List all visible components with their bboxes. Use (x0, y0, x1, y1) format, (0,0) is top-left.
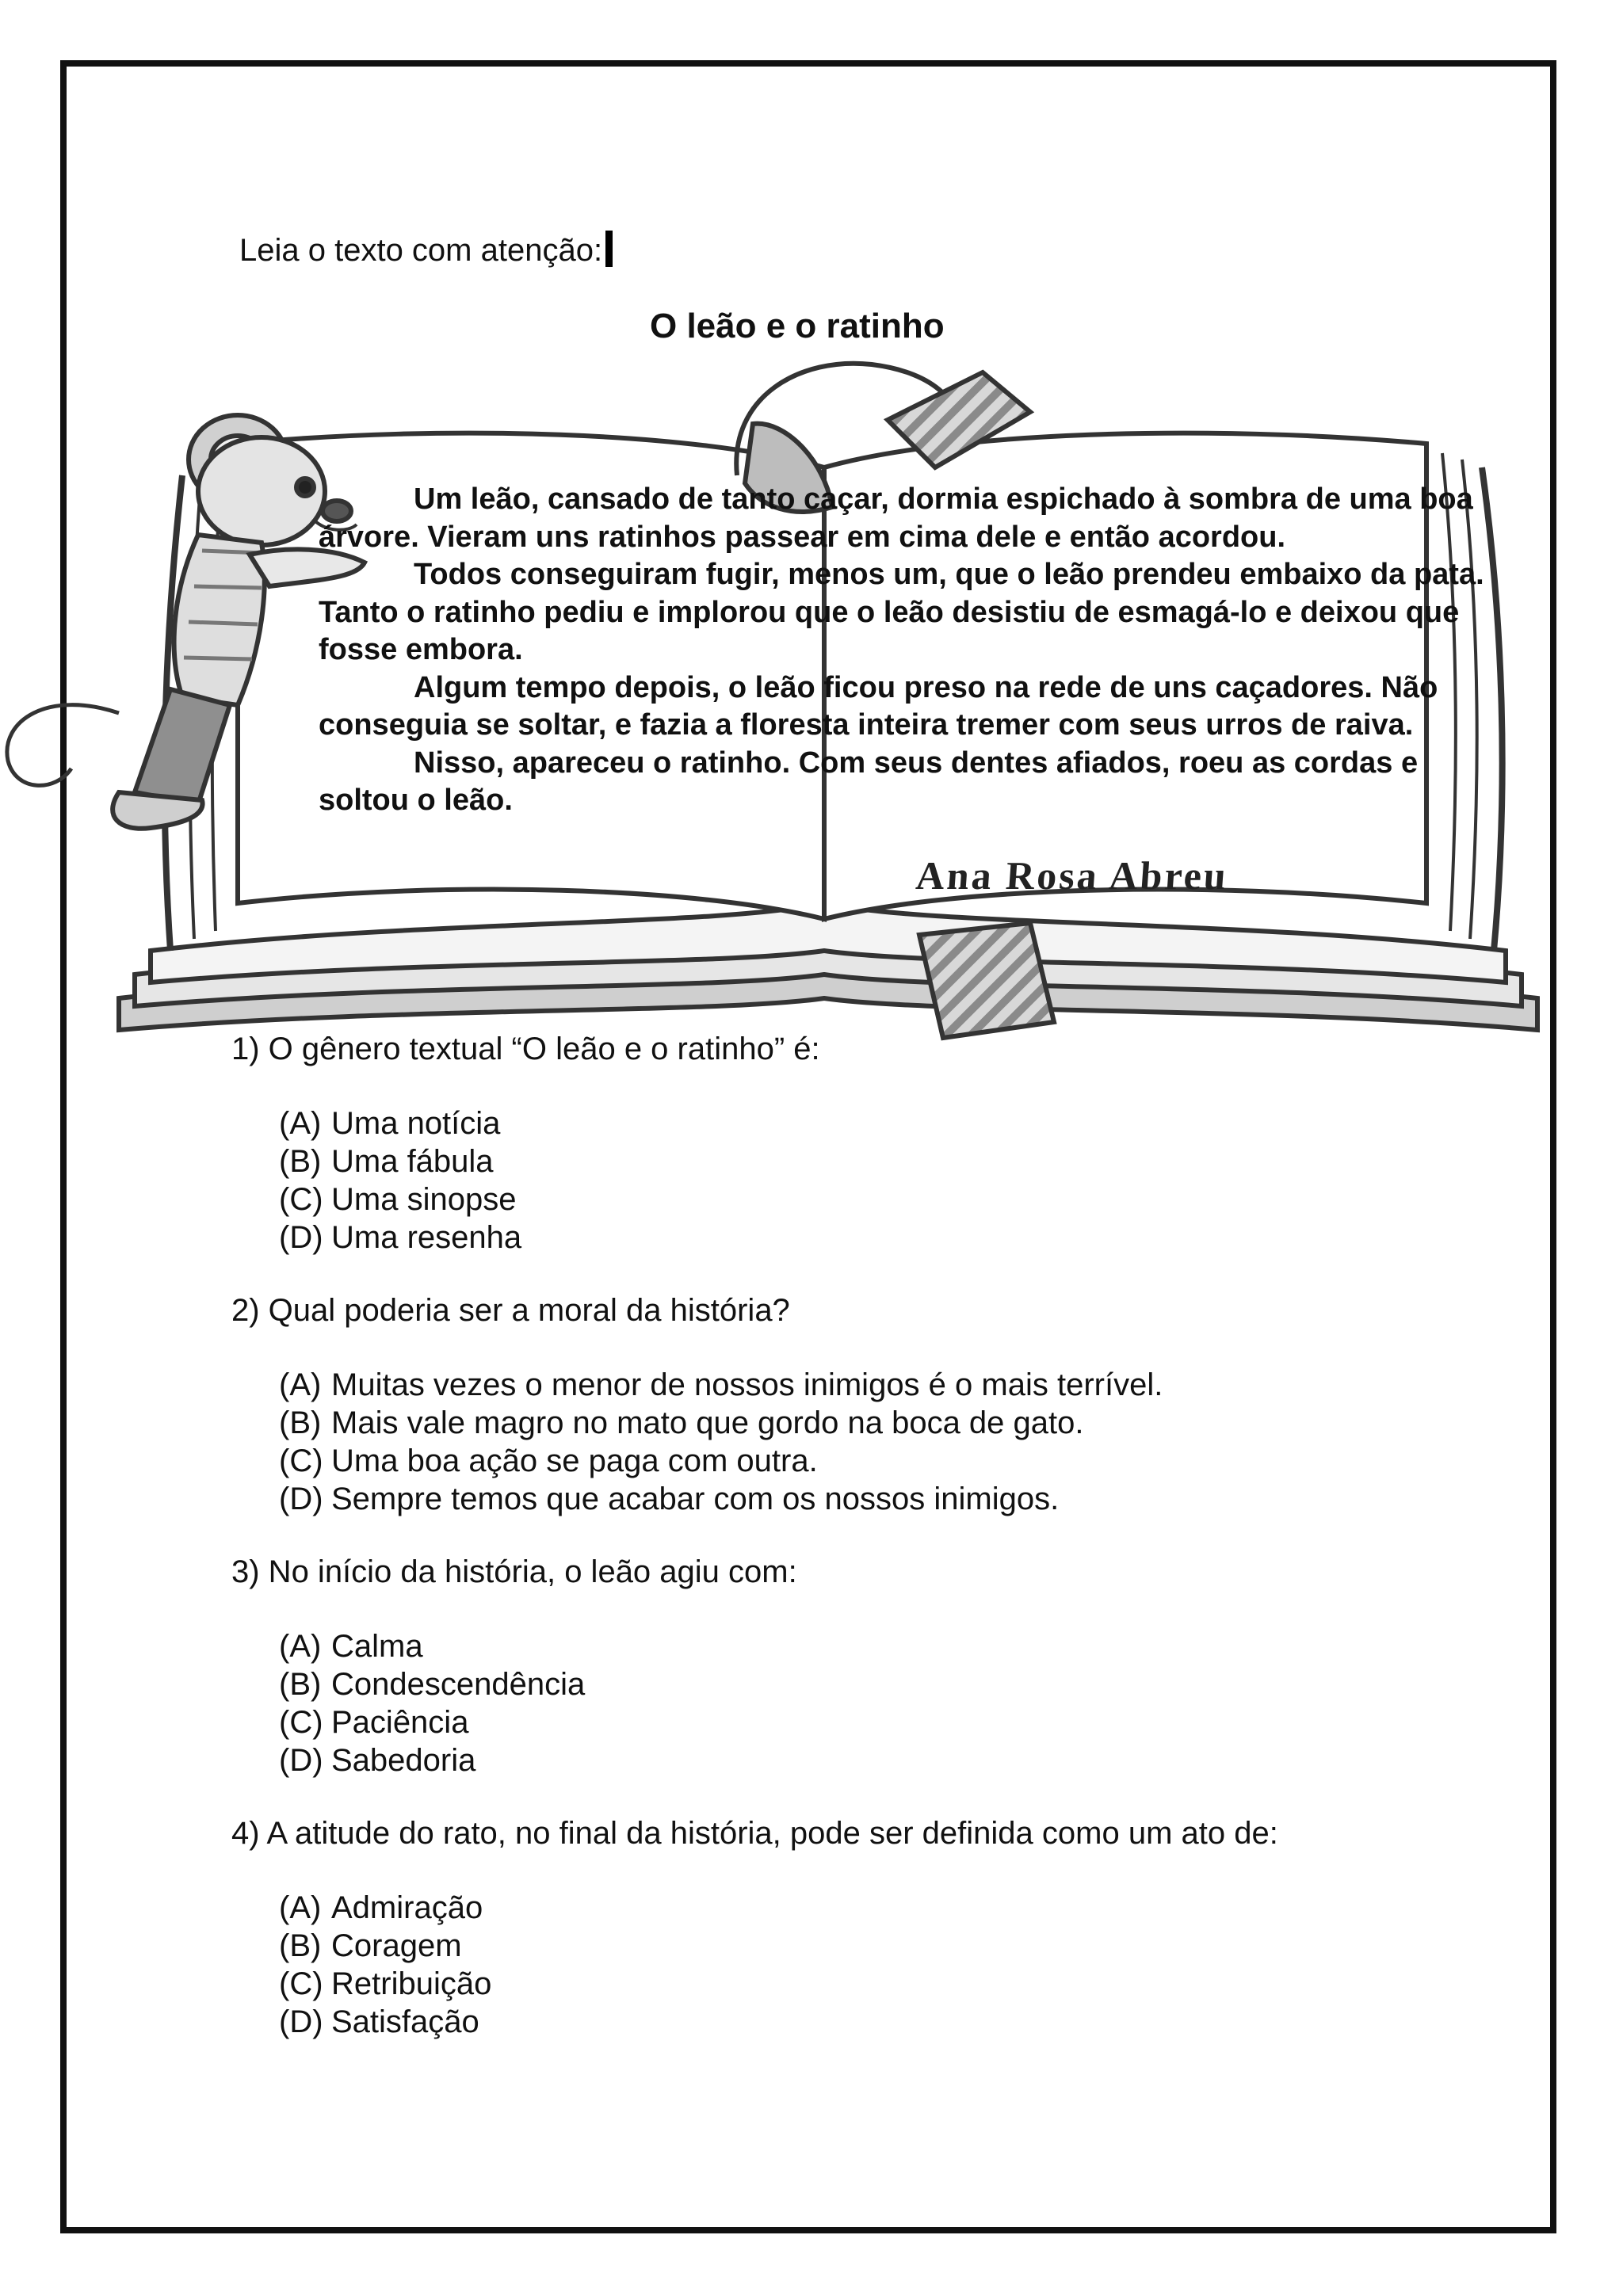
story-text (319, 481, 1507, 820)
option-a[interactable] (279, 1104, 1515, 1142)
question-text: 4) A atitude do rato, no final da história, pode ser definida como um ato de: (231, 1816, 1278, 1851)
option-list (231, 1627, 1515, 1779)
option-letter: (A) (279, 1629, 322, 1664)
option-text: Uma sinopse (331, 1182, 517, 1217)
story-paragraph: Um leão, cansado de tanto caçar, dormia espichado à sombra de uma boa árvore. Vieram uns ratinhos passear em cima dele e então acordou. (319, 482, 1473, 554)
option-b[interactable] (279, 1404, 1515, 1442)
option-b[interactable] (279, 1665, 1515, 1703)
story-paragraph: Algum tempo depois, o leão ficou preso na rede de uns caçadores. Não conseguia se soltar, e fazia a floresta inteira tremer com seus urros de raiva. (319, 670, 1438, 742)
option-list (231, 1366, 1515, 1518)
option-letter: (D) (279, 1743, 323, 1778)
option-text: Mais vale magro no mato que gordo na boca de gato. (331, 1405, 1084, 1440)
option-text: Retribuição (331, 1966, 492, 2001)
option-letter: (D) (279, 1482, 323, 1516)
question-text: 3) No início da história, o leão agiu com: (231, 1554, 797, 1589)
option-letter: (A) (279, 1367, 322, 1402)
question-list (231, 1030, 1515, 2076)
option-list (231, 1104, 1515, 1257)
instruction-text: Leia o texto com atenção: (239, 233, 603, 268)
story-paragraph: Todos conseguiram fugir, menos um, que o leão prendeu embaixo da pata. Tanto o ratinho pediu e implorou que o leão desistiu de esmagá-lo e deixou que fosse embora. (319, 558, 1484, 666)
option-text: Muitas vezes o menor de nossos inimigos é o mais terrível. (331, 1367, 1163, 1402)
question-text: 2) Qual poderia ser a moral da história? (231, 1293, 790, 1328)
option-c[interactable] (279, 1703, 1515, 1741)
question-1 (231, 1030, 1515, 1257)
question-text: 1) O gênero textual “O leão e o ratinho” é: (231, 1032, 820, 1066)
option-d[interactable] (279, 2003, 1515, 2041)
option-d[interactable] (279, 1741, 1515, 1779)
option-d[interactable] (279, 1480, 1515, 1518)
option-a[interactable] (279, 1627, 1515, 1665)
option-c[interactable] (279, 1180, 1515, 1219)
option-letter: (A) (279, 1890, 322, 1925)
option-letter: (C) (279, 1444, 323, 1478)
option-c[interactable] (279, 1965, 1515, 2003)
option-b[interactable] (279, 1142, 1515, 1180)
option-a[interactable] (279, 1366, 1515, 1404)
author-signature: Ana Rosa Abreu (915, 853, 1230, 898)
option-text: Satisfação (331, 2004, 479, 2039)
question-4 (231, 1814, 1515, 2041)
option-text: Sempre temos que acabar com os nossos inimigos. (331, 1482, 1060, 1516)
option-letter: (D) (279, 1220, 323, 1255)
option-text: Coragem (331, 1928, 462, 1963)
instruction-line (239, 228, 613, 273)
option-text: Uma fábula (331, 1144, 494, 1179)
story-title: O leão e o ratinho (650, 307, 945, 345)
option-letter: (D) (279, 2004, 323, 2039)
option-text: Calma (331, 1629, 423, 1664)
option-letter: (A) (279, 1106, 322, 1141)
option-letter: (B) (279, 1667, 322, 1702)
option-letter: (C) (279, 1966, 323, 2001)
option-b[interactable] (279, 1927, 1515, 1965)
option-letter: (B) (279, 1928, 322, 1963)
option-text: Condescendência (331, 1667, 586, 1702)
option-d[interactable] (279, 1219, 1515, 1257)
option-c[interactable] (279, 1442, 1515, 1480)
option-text: Paciência (331, 1705, 469, 1740)
option-a[interactable] (279, 1889, 1515, 1927)
option-text: Uma boa ação se paga com outra. (331, 1444, 818, 1478)
option-letter: (B) (279, 1144, 322, 1179)
story-paragraph: Nisso, apareceu o ratinho. Com seus dentes afiados, roeu as cordas e soltou o leão. (319, 746, 1419, 817)
question-2 (231, 1291, 1515, 1518)
option-text: Admiração (331, 1890, 483, 1925)
question-3 (231, 1553, 1515, 1779)
option-list (231, 1889, 1515, 2041)
option-letter: (C) (279, 1182, 323, 1217)
option-text: Sabedoria (331, 1743, 476, 1778)
bookmark-ribbon-icon (919, 923, 1054, 1038)
text-cursor-icon (605, 231, 613, 267)
option-letter: (C) (279, 1705, 323, 1740)
option-text: Uma resenha (331, 1220, 522, 1255)
option-letter: (B) (279, 1405, 322, 1440)
option-text: Uma notícia (331, 1106, 501, 1141)
